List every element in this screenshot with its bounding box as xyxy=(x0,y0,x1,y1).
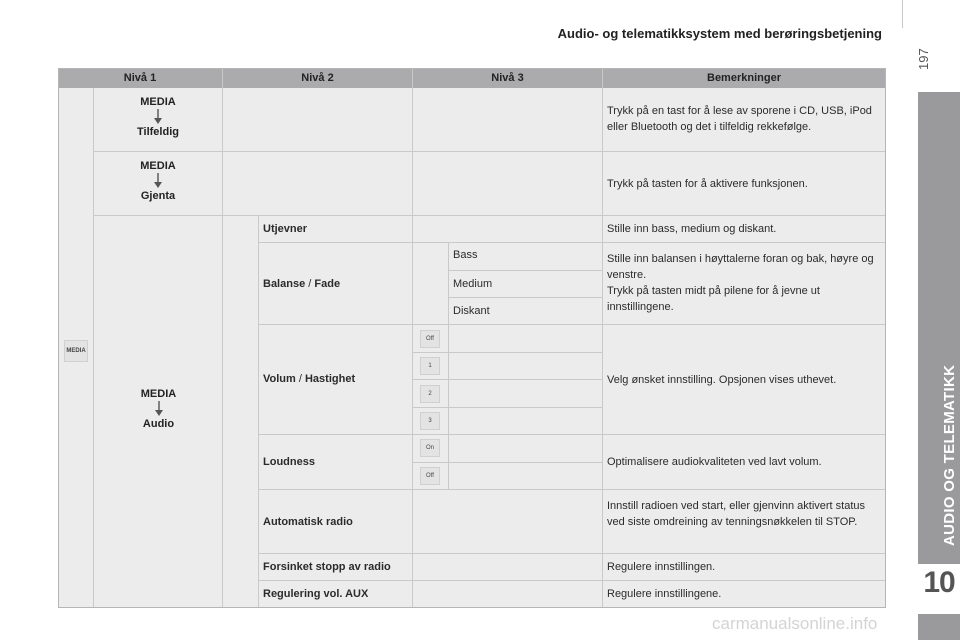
column-header-remarks: Bemerkninger xyxy=(603,68,886,88)
row-audio-indent xyxy=(223,216,259,608)
media-button-icon: MEDIA xyxy=(64,340,88,362)
column-header-level1: Nivå 1 xyxy=(58,68,223,88)
row-volume-label xyxy=(263,371,355,387)
row-random-level1-bottom: Tilfeldig xyxy=(137,126,179,138)
row-balance-option-bass xyxy=(449,243,603,271)
row-random-level1-top: MEDIA xyxy=(140,96,176,108)
row-volume-option-3 xyxy=(449,408,603,435)
row-balance-label-a: Balanse xyxy=(263,278,306,290)
row-balance-label-b: Fade xyxy=(314,278,341,290)
volume-3-button[interactable]: 3 xyxy=(420,412,440,430)
chapter-number: 10 xyxy=(923,566,955,599)
row-auto-radio-remark: Innstill radioen ved start, eller gjenvinn aktivert status ved siste omdreining av tenningsnøkkelen til STOP. xyxy=(607,500,866,528)
row-audio-level1-bottom: Audio xyxy=(142,418,175,430)
arrow-down-icon xyxy=(151,173,165,189)
row-delay-stop-label: Forsinket stopp av radio xyxy=(263,561,391,573)
row-repeat-level2 xyxy=(223,152,413,216)
row-delay-stop-remark: Regulere innstillingen. xyxy=(607,561,716,573)
row-balance-remark-1: Stille inn balansen i høyttalerne foran og bak, høyre og venstre. xyxy=(607,253,874,281)
row-auto-radio-level2 xyxy=(259,490,413,554)
row-delay-stop-level2 xyxy=(259,554,413,581)
option-treble-label: Diskant xyxy=(453,305,490,317)
row-equalizer-level2 xyxy=(259,216,413,243)
page-header-title: Audio- og telematikksystem med berøringsbetjening xyxy=(557,26,882,41)
row-repeat-remark: Trykk på tasten for å aktivere funksjonen. xyxy=(607,178,808,190)
row-random-level1 xyxy=(94,88,223,152)
chapter-side-tab-label: AUDIO OG TELEMATIKK xyxy=(941,364,958,546)
row-auto-radio-remark-cell xyxy=(603,490,886,554)
row-random-remark-cell xyxy=(603,88,886,152)
row-volume-label-sep: / xyxy=(298,373,302,385)
settings-table xyxy=(58,68,886,608)
row-loudness-option-on xyxy=(449,435,603,463)
row-equalizer-remark-cell xyxy=(603,216,886,243)
row-delay-stop-level3 xyxy=(413,554,603,581)
row-volume-level2 xyxy=(259,325,413,435)
arrow-down-icon xyxy=(151,109,165,125)
row-repeat-level1-bottom: Gjenta xyxy=(140,190,176,202)
row-random-level3 xyxy=(413,88,603,152)
row-balance-remark-2: Trykk på tasten midt på pilene for å jevne ut innstillingene. xyxy=(607,285,820,313)
row-equalizer-level3 xyxy=(413,216,603,243)
row-repeat-level1 xyxy=(94,152,223,216)
row-loudness-remark-cell xyxy=(603,435,886,490)
option-medium-label: Medium xyxy=(453,278,493,290)
column-header-level2: Nivå 2 xyxy=(223,68,413,88)
row-balance-level2 xyxy=(259,243,413,325)
column-header-level3: Nivå 3 xyxy=(413,68,603,88)
page-number: 197 xyxy=(916,48,931,70)
row-balance-remark-cell xyxy=(603,243,886,325)
row-repeat-remark-cell xyxy=(603,152,886,216)
row-auto-radio-label: Automatisk radio xyxy=(263,516,353,528)
row-balance-option-treble xyxy=(449,298,603,325)
row-volume-remark-cell xyxy=(603,325,886,435)
arrow-down-icon xyxy=(152,401,166,417)
row-balance-label xyxy=(263,276,340,292)
volume-off-button[interactable]: Off xyxy=(420,330,440,348)
option-bass-label: Bass xyxy=(453,249,478,261)
row-balance-option-medium xyxy=(449,271,603,298)
row-loudness-option-off xyxy=(449,463,603,490)
row-loudness-level2 xyxy=(259,435,413,490)
row-volume-label-a: Volum xyxy=(263,373,296,385)
row-aux-remark-cell xyxy=(603,581,886,608)
row-aux-level2 xyxy=(259,581,413,608)
row-audio-level1-top: MEDIA xyxy=(140,388,177,400)
row-random-level2 xyxy=(223,88,413,152)
row-aux-label: Regulering vol. AUX xyxy=(263,588,369,600)
row-audio-level1 xyxy=(94,216,223,608)
volume-2-button[interactable]: 2 xyxy=(420,385,440,403)
row-volume-option-0 xyxy=(449,325,603,353)
row-volume-label-b: Hastighet xyxy=(304,373,356,385)
row-balance-label-sep: / xyxy=(308,278,312,290)
row-aux-level3 xyxy=(413,581,603,608)
row-equalizer-label: Utjevner xyxy=(263,223,308,235)
row-volume-option-1 xyxy=(449,353,603,380)
row-repeat-level3 xyxy=(413,152,603,216)
loudness-on-button[interactable]: On xyxy=(420,439,440,457)
row-aux-remark: Regulere innstillingene. xyxy=(607,588,722,600)
watermark: carmanualsonline.info xyxy=(712,614,878,633)
loudness-off-button[interactable]: Off xyxy=(420,467,440,485)
row-balance-indent xyxy=(413,243,449,325)
header-divider xyxy=(902,0,903,28)
volume-1-button[interactable]: 1 xyxy=(420,357,440,375)
row-volume-option-2 xyxy=(449,380,603,408)
row-loudness-remark: Optimalisere audiokvaliteten ved lavt volum. xyxy=(607,456,822,468)
row-volume-remark: Velg ønsket innstilling. Opsjonen vises uthevet. xyxy=(607,374,837,386)
row-repeat-level1-top: MEDIA xyxy=(140,160,176,172)
row-delay-stop-remark-cell xyxy=(603,554,886,581)
row-auto-radio-level3 xyxy=(413,490,603,554)
row-random-remark: Trykk på en tast for å lese av sporene i CD, USB, iPod eller Bluetooth og det i tilfeldig rekkefølge. xyxy=(607,105,872,133)
row-loudness-label: Loudness xyxy=(263,456,315,468)
row-equalizer-remark: Stille inn bass, medium og diskant. xyxy=(607,223,777,235)
